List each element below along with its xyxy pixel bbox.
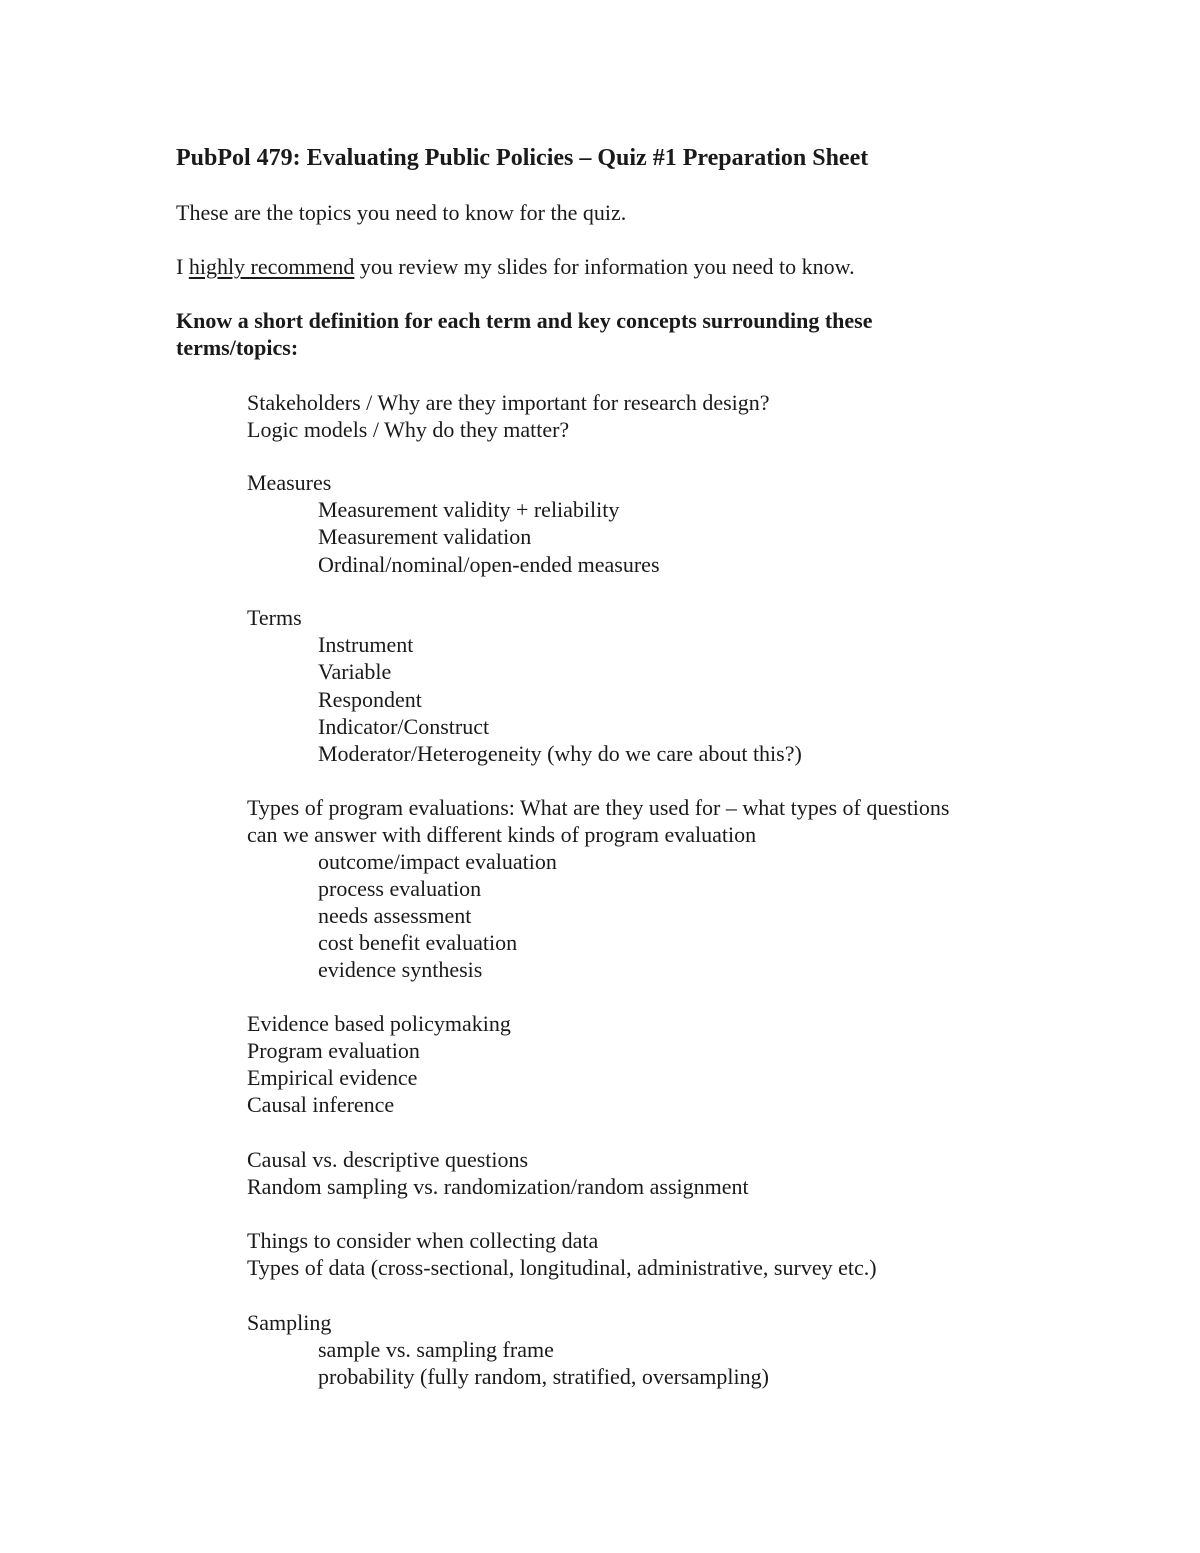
measures-item: Measurement validation xyxy=(318,524,532,549)
page-title: PubPol 479: Evaluating Public Policies – Quiz #1 Preparation Sheet xyxy=(176,145,869,171)
sampling-item: probability (fully random, stratified, oversampling) xyxy=(318,1364,769,1389)
program-evaluations-heading-line-2: can we answer with different kinds of program evaluation xyxy=(247,822,757,847)
program-evaluations-item: process evaluation xyxy=(318,876,482,901)
evidence-item: Empirical evidence xyxy=(247,1065,418,1090)
terms-item: Variable xyxy=(318,659,392,684)
data-item: Types of data (cross-sectional, longitudinal, administrative, survey etc.) xyxy=(247,1255,877,1280)
evidence-item: Evidence based policymaking xyxy=(247,1011,511,1036)
measures-item: Measurement validity + reliability xyxy=(318,497,620,522)
program-evaluations-item: outcome/impact evaluation xyxy=(318,849,557,874)
recommendation-emphasis: highly recommend xyxy=(188,254,355,279)
terms-item: Respondent xyxy=(318,687,422,712)
evidence-item: Program evaluation xyxy=(247,1038,420,1063)
evidence-item: Causal inference xyxy=(247,1092,395,1117)
program-evaluations-item: cost benefit evaluation xyxy=(318,930,518,955)
topic-logic-models: Logic models / Why do they matter? xyxy=(247,417,570,442)
recommendation-text xyxy=(176,253,855,280)
terms-heading: Terms xyxy=(247,605,302,630)
sampling-heading: Sampling xyxy=(247,1310,332,1335)
instruction-line-1: Know a short definition for each term and key concepts surrounding these xyxy=(176,308,873,333)
terms-item: Indicator/Construct xyxy=(318,714,490,739)
program-evaluations-item: evidence synthesis xyxy=(318,957,483,982)
terms-item: Moderator/Heterogeneity (why do we care about this?) xyxy=(318,741,802,766)
instruction-line-2: terms/topics: xyxy=(176,335,299,360)
intro-text: These are the topics you need to know for the quiz. xyxy=(176,200,627,225)
terms-item: Instrument xyxy=(318,632,414,657)
questions-item: Causal vs. descriptive questions xyxy=(247,1147,529,1172)
program-evaluations-heading-line-1: Types of program evaluations: What are they used for – what types of questions xyxy=(247,795,950,820)
sampling-item: sample vs. sampling frame xyxy=(318,1337,554,1362)
measures-item: Ordinal/nominal/open-ended measures xyxy=(318,552,660,577)
recommendation-prefix: I xyxy=(176,254,189,279)
topic-stakeholders: Stakeholders / Why are they important for research design? xyxy=(247,390,770,415)
recommendation-suffix: you review my slides for information you need to know. xyxy=(354,254,855,279)
measures-heading: Measures xyxy=(247,470,332,495)
data-item: Things to consider when collecting data xyxy=(247,1228,599,1253)
program-evaluations-item: needs assessment xyxy=(318,903,472,928)
questions-item: Random sampling vs. randomization/random assignment xyxy=(247,1174,749,1199)
